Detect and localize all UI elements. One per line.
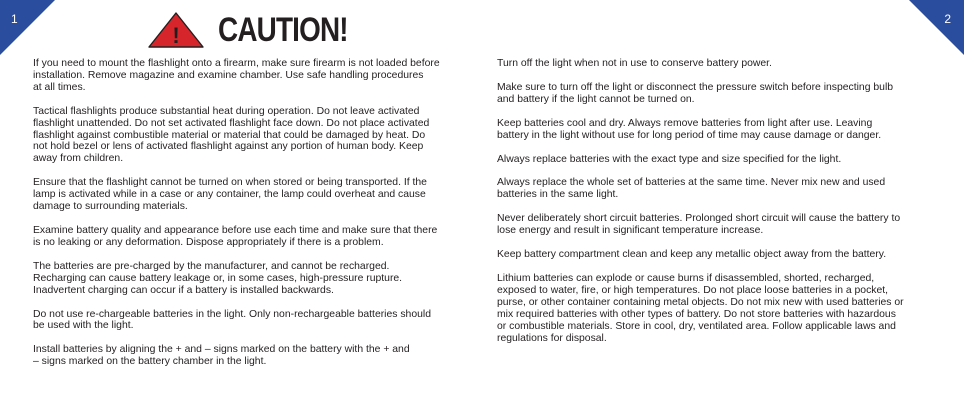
left-paragraph: Examine battery quality and appearance before use each time and make sure that there is no leaking or any deformation. Dispose appropriately if there is a problem. — [33, 224, 438, 248]
left-paragraph: The batteries are pre-charged by the manufacturer, and cannot be recharged. Recharging can cause battery leakage or, in some cases, high-pressure rupture. Inadvertent charging can occur if a battery is installed backwards. — [33, 260, 403, 296]
left-paragraph: Install batteries by aligning the + and – signs marked on the battery with the + and – signs marked on the battery chamber in the light. — [33, 344, 410, 368]
left-paragraph: If you need to mount the flashlight onto a firearm, make sure firearm is not loaded before installation. Remove magazine and examine chamber. Use safe handling procedures at all times. — [33, 58, 440, 93]
right-paragraph: Make sure to turn off the light or disconnect the pressure switch before inspecting bulb and battery if the light cannot be turned on. — [497, 81, 894, 105]
caution-header — [148, 12, 376, 48]
warning-triangle-icon — [148, 12, 204, 48]
right-paragraph: Keep battery compartment clean and keep any metallic object away from the battery. — [497, 249, 887, 261]
right-paragraph: Never deliberately short circuit batteries. Prolonged short circuit will cause the battery to lose energy and result in significant temperature increase. — [497, 213, 901, 237]
right-paragraph: Lithium batteries can explode or cause burns if disassembled, shorted, recharged, exposed to water, fire, or high temperatures. Do not place loose batteries in a pocket, purse, or other container containing metal objects. Do not mix new with used batteries or mix required batteries with other types of battery. Do not store batteries with hazardous or combustible materials. Store in cool, dry, ventilated area. Follow applicable laws and regulations for disposal. — [497, 272, 904, 344]
left-paragraph: Ensure that the flashlight cannot be turned on when stored or being transported. If the lamp is activated while in a case or any container, the lamp could overheat and cause damage to surrounding materials. — [33, 177, 427, 213]
right-paragraph: Turn off the light when not in use to conserve battery power. — [497, 58, 772, 69]
left-paragraph: Do not use re-chargeable batteries in the light. Only non-rechargeable batteries should be used with the light. — [33, 308, 431, 332]
left-paragraph: Tactical flashlights produce substantial heat during operation. Do not leave activated flashlight unattended. Do not set activated flashlight face down. Do not place activated flashlight against combustible material or material that could be damaged by heat. Do not hold bezel or lens of activated flashlight against any portion of human body. Keep away from children. — [33, 105, 430, 165]
page-number-left: 1 — [11, 12, 18, 26]
page-number-right: 2 — [944, 12, 951, 26]
right-column — [497, 58, 935, 356]
page-corner-right — [909, 0, 964, 55]
right-paragraph: Keep batteries cool and dry. Always remove batteries from light after use. Leaving battery in the light without use for long period of time may cause damage or danger. — [497, 117, 882, 141]
warning-exclamation: ! — [172, 23, 180, 48]
right-paragraph: Always replace batteries with the exact type and size specified for the light. — [497, 153, 842, 165]
page-corner-left — [0, 0, 55, 55]
caution-title: CAUTION! — [218, 11, 348, 49]
right-paragraph: Always replace the whole set of batteries at the same time. Never mix new and used batteries in the same light. — [497, 177, 886, 201]
left-column — [33, 58, 463, 380]
